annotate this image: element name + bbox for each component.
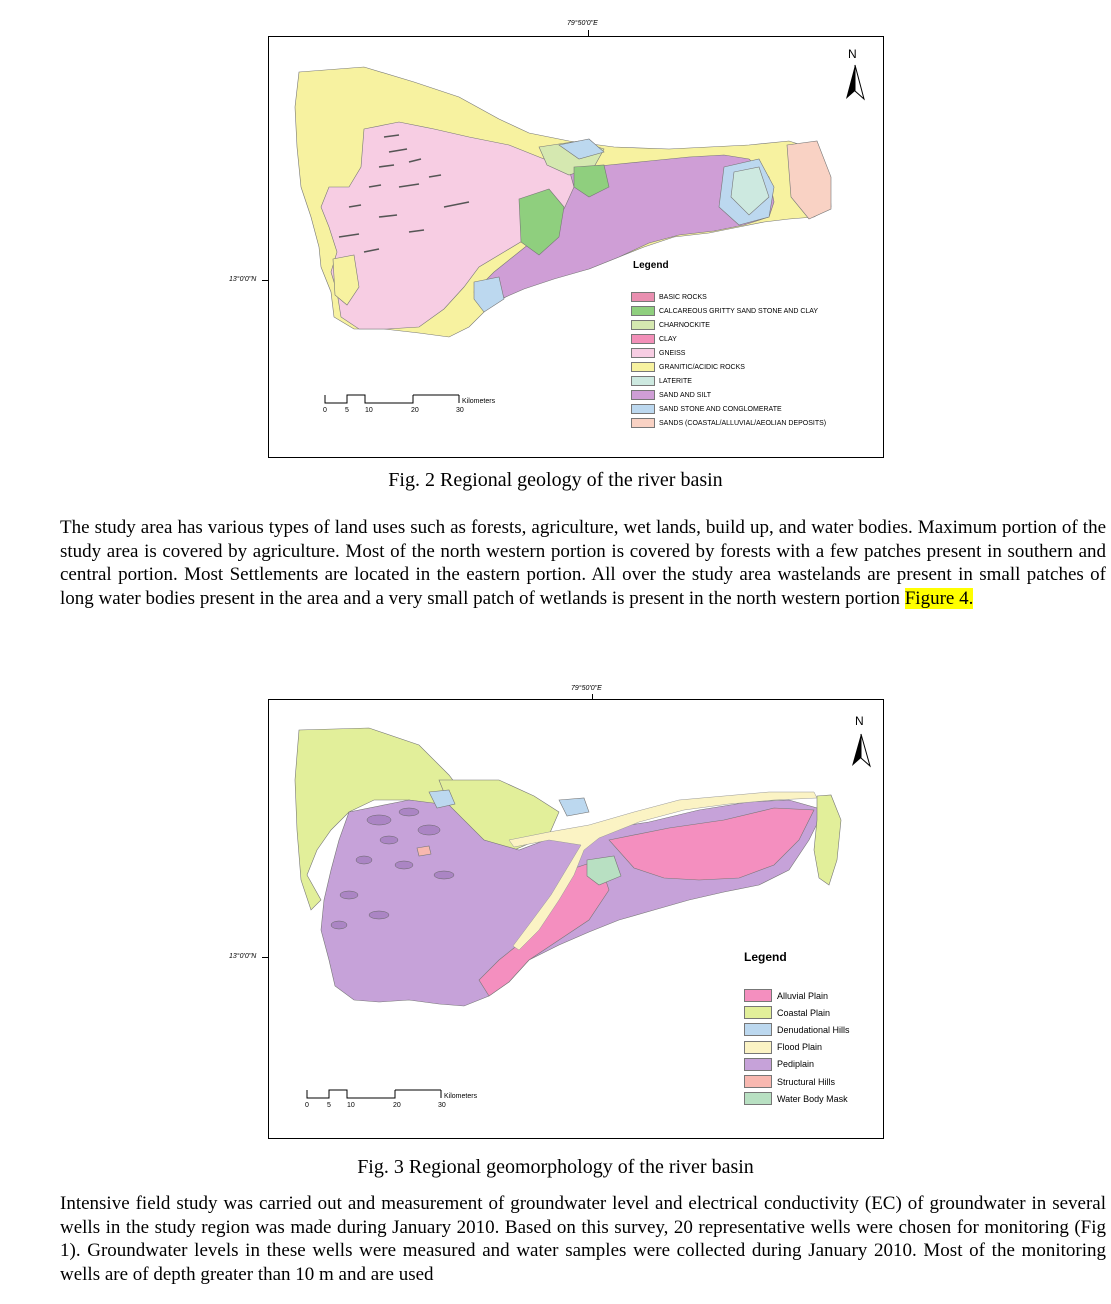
fig3-caption: Fig. 3 Regional geomorphology of the river basin: [357, 1156, 754, 1178]
fig3-latitude-label: 13°0'0"N: [229, 953, 257, 960]
fig2-legend-label: CALCAREOUS GRITTY SAND STONE AND CLAY: [659, 307, 819, 315]
fig3-north-label: N: [855, 714, 864, 728]
fig3-legend-label: Water Body Mask: [777, 1093, 848, 1104]
fig2-legend-item: [631, 318, 826, 332]
fig2-latitude-label: 13°0'0"N: [229, 276, 257, 283]
fig3-legend-item: [744, 1004, 850, 1021]
fig2-legend-item: [631, 332, 826, 346]
fig2-legend-swatch: [631, 404, 655, 414]
fig2-legend-title: Legend: [633, 260, 669, 271]
fig3-scale-unit: Kilometers: [444, 1093, 478, 1100]
fig2-legend-item: [631, 346, 826, 360]
fig2-legend-item: [631, 402, 826, 416]
fig3-legend-swatch: [744, 1041, 772, 1054]
fig2-legend: [631, 290, 826, 430]
fig3-legend-item: [744, 1073, 850, 1090]
fig2-legend-item: [631, 304, 826, 318]
geomorphology-map: [268, 699, 884, 1139]
fig3-scale-bar: [299, 1088, 499, 1118]
fig2-legend-swatch: [631, 418, 655, 428]
figure-4-reference-link[interactable]: Figure 4.: [904, 587, 974, 609]
fig2-legend-label: CHARNOCKITE: [659, 321, 710, 329]
fig2-legend-swatch: [631, 390, 655, 400]
fig2-legend-swatch: [631, 306, 655, 316]
fig2-caption: Fig. 2 Regional geology of the river basin: [388, 469, 723, 491]
fig2-legend-item: [631, 416, 826, 430]
body-paragraph-1: [60, 516, 1106, 610]
body-paragraph-1-text: The study area has various types of land uses such as forests, agriculture, wet lands, build up, and water bodies. Maximum portion of the study area is covered by agriculture. Most of the north western portion is covered by forests with a few patches present in southern and central portion. Most Settlements are located in the eastern portion. All over the study area wastelands are present in small patches of long water bodies present in the area and a very small patch of wetlands is present in the north western portion: [60, 517, 1106, 609]
fig2-legend-swatch: [631, 334, 655, 344]
fig2-legend-label: CLAY: [659, 335, 677, 343]
fig3-legend-swatch: [744, 1092, 772, 1105]
fig3-legend-swatch: [744, 989, 772, 1002]
fig2-longitude-label: 79°50'0"E: [567, 20, 598, 27]
fig2-scale-tick: 5: [345, 407, 349, 414]
fig2-legend-item: [631, 388, 826, 402]
fig2-legend-item: [631, 290, 826, 304]
fig2-scale-bar: [317, 393, 517, 423]
fig2-legend-swatch: [631, 320, 655, 330]
fig2-legend-item: [631, 374, 826, 388]
fig3-legend: [744, 987, 850, 1107]
fig3-legend-item: [744, 1056, 850, 1073]
fig3-legend-item: [744, 1021, 850, 1038]
fig3-legend-title: Legend: [744, 950, 787, 964]
fig2-legend-label: SAND STONE AND CONGLOMERATE: [659, 405, 782, 413]
fig2-legend-label: BASIC ROCKS: [659, 293, 707, 301]
fig3-legend-label: Alluvial Plain: [777, 990, 829, 1001]
fig3-legend-label: Pediplain: [777, 1059, 815, 1070]
fig2-scale-tick: 20: [411, 407, 419, 414]
fig3-scale-tick: 5: [327, 1102, 331, 1109]
fig2-legend-label: LATERITE: [659, 377, 692, 385]
fig2-legend-swatch: [631, 292, 655, 302]
body-paragraph-2: Intensive field study was carried out and measurement of groundwater level and electrical conductivity (EC) of groundwater in several wells in the study region was made during January 2010. Based on this survey, 20 representative wells were chosen for monitoring (Fig 1). Groundwater levels in these wells were measured and water samples were collected during January 2010. Most of the monitoring wells are of depth greater than 10 m and are used: [60, 1193, 1106, 1285]
fig3-legend-label: Structural Hills: [777, 1076, 836, 1087]
fig2-north-label: N: [848, 47, 857, 61]
fig3-legend-item: [744, 987, 850, 1004]
fig3-scale-tick: 20: [393, 1102, 401, 1109]
fig2-legend-swatch: [631, 348, 655, 358]
fig3-legend-item: [744, 1039, 850, 1056]
fig3-legend-swatch: [744, 1023, 772, 1036]
fig3-scale-tick: 0: [305, 1102, 309, 1109]
fig3-longitude-label: 79°50'0"E: [571, 685, 602, 692]
fig2-legend-label: GRANITIC/ACIDIC ROCKS: [659, 363, 745, 371]
geology-map: [268, 36, 884, 458]
fig3-legend-swatch: [744, 1058, 772, 1071]
fig2-legend-label: GNEISS: [659, 349, 686, 357]
fig3-scale-tick: 10: [347, 1102, 355, 1109]
fig2-legend-swatch: [631, 376, 655, 386]
fig3-legend-swatch: [744, 1075, 772, 1088]
fig2-legend-label: SANDS (COASTAL/ALLUVIAL/AEOLIAN DEPOSITS): [659, 419, 827, 427]
fig2-legend-swatch: [631, 362, 655, 372]
fig2-scale-unit: Kilometers: [462, 398, 496, 405]
fig2-scale-tick: 10: [365, 407, 373, 414]
fig3-legend-item: [744, 1090, 850, 1107]
fig3-legend-label: Denudational Hills: [777, 1024, 850, 1035]
fig3-scale-tick: 30: [438, 1102, 446, 1109]
fig2-legend-item: [631, 360, 826, 374]
fig2-scale-tick: 30: [456, 407, 464, 414]
fig3-legend-label: Flood Plain: [777, 1042, 823, 1053]
fig2-scale-tick: 0: [323, 407, 327, 414]
fig2-legend-label: SAND AND SILT: [659, 391, 711, 399]
fig3-legend-swatch: [744, 1006, 772, 1019]
fig3-legend-label: Coastal Plain: [777, 1007, 831, 1018]
